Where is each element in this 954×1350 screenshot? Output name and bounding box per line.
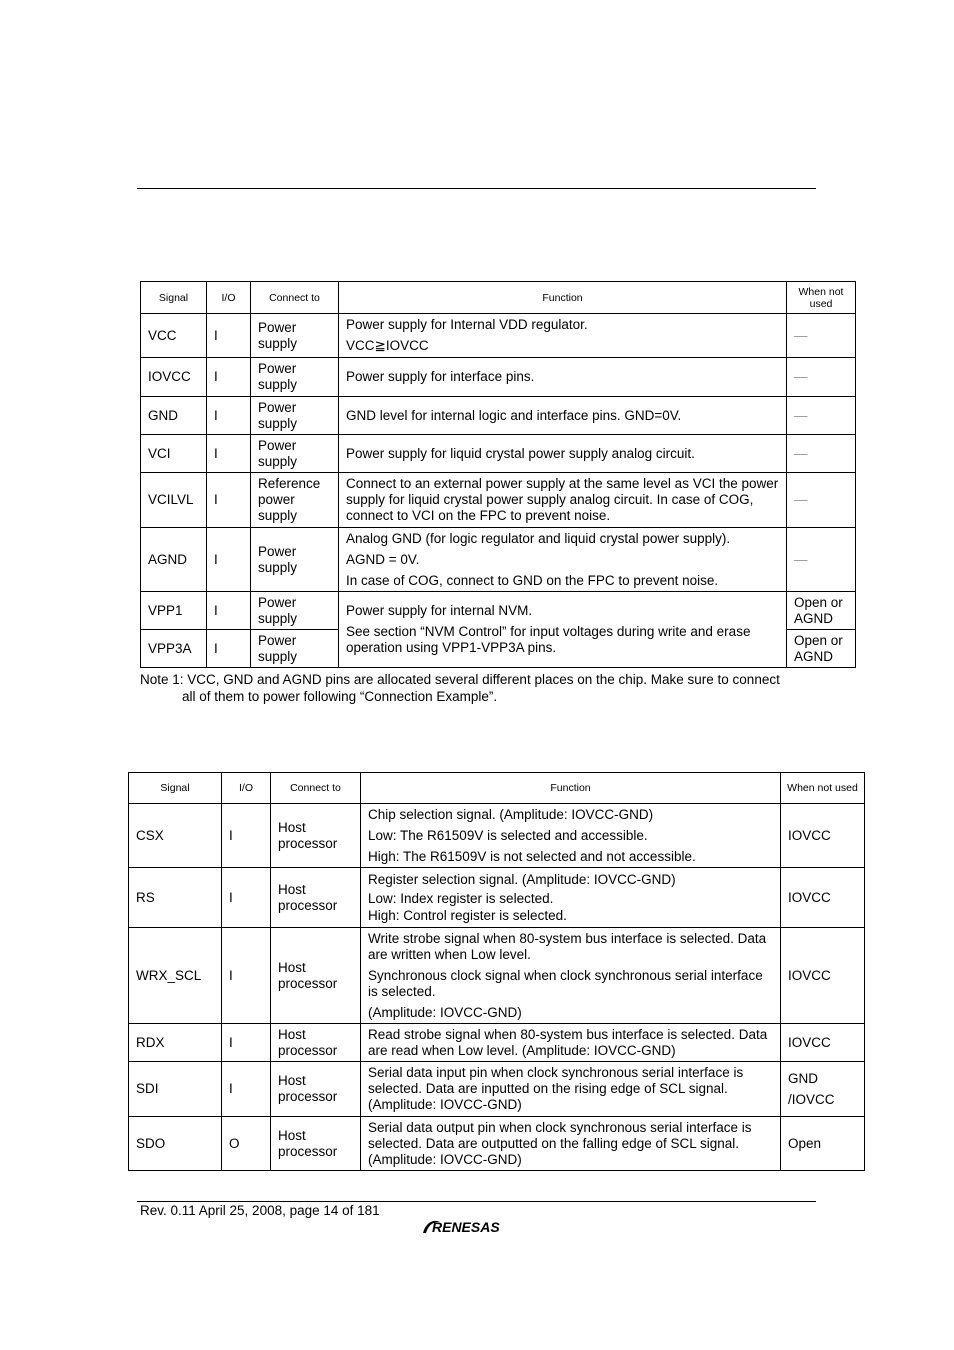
connect-cell: Reference power supply [251,473,339,528]
function-cell [339,358,787,397]
function-line: Low: The R61509V is selected and accessible. [368,827,648,843]
table-row [129,804,865,868]
power-pin-table [140,281,856,668]
function-line: Analog GND (for logic regulator and liquid crystal power supply). [346,530,731,546]
function-cell [339,397,787,435]
function-line: Serial data input pin when clock synchronous serial interface is selected. Data are inputted on the rising edge of SCL signal. (Amplitude: IOVCC-GND) [368,1065,744,1112]
signal-cell: IOVCC [141,358,207,397]
signal-cell: GND [141,397,207,435]
not-used-cell: — [787,528,856,592]
function-cell [339,473,787,528]
function-line: Power supply for internal NVM. [346,603,533,618]
io-cell: I [207,473,251,528]
function-line: In case of COG, connect to GND on the FPC to prevent noise. [346,572,719,588]
io-cell: I [207,630,251,668]
connect-cell: Power supply [251,630,339,668]
connect-cell: Host processor [271,1024,361,1062]
note-1 [140,671,840,705]
not-used-cell: — [787,435,856,473]
function-line: Write strobe signal when 80-system bus interface is selected. Data are written when Low level. [368,930,767,962]
col-header-not-used: When not used [787,282,856,314]
function-line: AGND = 0V. [346,551,420,567]
signal-cell: WRX_SCL [129,928,222,1024]
io-cell: I [222,868,271,928]
io-cell: I [207,435,251,473]
table-header-row [129,773,865,804]
function-line: See section “NVM Control” for input voltages during write and erase operation using VPP1-VPP3A pins. [346,624,751,655]
not-used-cell: Open [781,1117,865,1171]
col-header-io: I/O [222,773,271,804]
col-header-connect: Connect to [251,282,339,314]
col-header-signal: Signal [141,282,207,314]
function-cell [361,804,781,868]
table-row [141,435,856,473]
function-line: Synchronous clock signal when clock synchronous serial interface is selected. [368,967,763,999]
connect-cell: Host processor [271,928,361,1024]
io-cell: I [207,592,251,630]
connect-cell: Power supply [251,314,339,358]
table-row [129,1024,865,1062]
not-used-cell: IOVCC [781,928,865,1024]
function-line: GND level for internal logic and interface pins. GND=0V. [346,407,682,423]
signal-cell: RDX [129,1024,222,1062]
function-line: Connect to an external power supply at the same level as VCI the power supply for liquid crystal power supply analog circuit. In case of COG, connect to VCI on the FPC to prevent noise. [346,476,779,523]
table-row [141,473,856,528]
connect-cell: Host processor [271,868,361,928]
function-line: Serial data output pin when clock synchronous serial interface is selected. Data are outputted on the falling edge of SCL signal. (Amplitude: IOVCC-GND) [368,1119,752,1167]
table-row [129,928,865,1024]
function-line: Register selection signal. (Amplitude: IOVCC-GND) [368,871,676,887]
not-used-cell: — [787,473,856,528]
col-header-signal: Signal [129,773,222,804]
note-line: Note 1: VCC, GND and AGND pins are allocated several different places on the chip. Make sure to connect [140,672,780,687]
function-line: High: Control register is selected. [368,907,567,923]
function-cell [339,528,787,592]
renesas-logo [420,1216,534,1243]
io-cell: I [207,528,251,592]
function-line: VCC≧IOVCC [346,338,429,353]
function-line: Power supply for Internal VDD regulator. [346,317,588,332]
io-cell: I [222,1024,271,1062]
io-cell: I [222,928,271,1024]
io-cell: I [207,358,251,397]
signal-cell: VPP3A [141,630,207,668]
col-header-not-used: When not used [781,773,865,804]
io-cell: I [222,804,271,868]
function-cell [339,592,787,668]
page-footer: Rev. 0.11 April 25, 2008, page 14 of 181 [140,1203,380,1218]
connect-cell: Power supply [251,592,339,630]
signal-cell: VPP1 [141,592,207,630]
function-line: Read strobe signal when 80-system bus interface is selected. Data are read when Low level. (Amplitude: IOVCC-GND) [368,1026,768,1058]
function-cell [361,1062,781,1117]
function-line: (Amplitude: IOVCC-GND) [368,1004,522,1020]
not-used-cell: IOVCC [781,868,865,928]
function-cell [361,1117,781,1171]
renesas-logo-icon [420,1216,534,1238]
connect-cell: Host processor [271,1062,361,1117]
not-used-cell: Open or AGND [787,630,856,668]
not-used-cell: — [787,397,856,435]
not-used-cell: — [787,314,856,358]
signal-cell: AGND [141,528,207,592]
not-used-line: /IOVCC [788,1091,835,1107]
function-cell [361,1024,781,1062]
not-used-cell: Open or AGND [787,592,856,630]
not-used-cell [781,1062,865,1117]
table-row [129,1117,865,1171]
connect-cell: Power supply [251,435,339,473]
function-line: Power supply for interface pins. [346,369,535,384]
table-row [141,314,856,358]
io-cell: I [207,397,251,435]
function-line: High: The R61509V is not selected and not accessible. [368,848,696,864]
not-used-cell: IOVCC [781,804,865,868]
footer-rule [137,1201,816,1202]
note-line: all of them to power following “Connection Example”. [182,689,498,704]
connect-cell: Power supply [251,397,339,435]
col-header-function: Function [361,773,781,804]
connect-cell: Host processor [271,1117,361,1171]
signal-cell: CSX [129,804,222,868]
signal-cell: VCILVL [141,473,207,528]
function-line: Power supply for liquid crystal power supply analog circuit. [346,445,695,461]
header-rule [137,188,816,189]
table-row [141,358,856,397]
connect-cell: Power supply [251,358,339,397]
table-header-row [141,282,856,314]
interface-pin-table [128,772,865,1171]
table-row [141,592,856,630]
logo-text: RENESAS [432,1219,500,1235]
signal-cell: VCC [141,314,207,358]
function-cell [361,928,781,1024]
col-header-function: Function [339,282,787,314]
connect-cell: Host processor [271,804,361,868]
io-cell: I [207,314,251,358]
not-used-cell: — [787,358,856,397]
function-line: Low: Index register is selected. [368,890,554,906]
table-row [129,1062,865,1117]
signal-cell: RS [129,868,222,928]
io-cell: I [222,1062,271,1117]
function-line: Chip selection signal. (Amplitude: IOVCC-GND) [368,806,654,822]
function-cell [339,435,787,473]
not-used-line: GND [788,1070,818,1086]
connect-cell: Power supply [251,528,339,592]
function-cell [339,314,787,358]
table-row [141,528,856,592]
signal-cell: SDO [129,1117,222,1171]
io-cell: O [222,1117,271,1171]
col-header-io: I/O [207,282,251,314]
table-row [129,868,865,928]
col-header-connect: Connect to [271,773,361,804]
function-cell [361,868,781,928]
signal-cell: VCI [141,435,207,473]
not-used-cell: IOVCC [781,1024,865,1062]
signal-cell: SDI [129,1062,222,1117]
table-row [141,397,856,435]
